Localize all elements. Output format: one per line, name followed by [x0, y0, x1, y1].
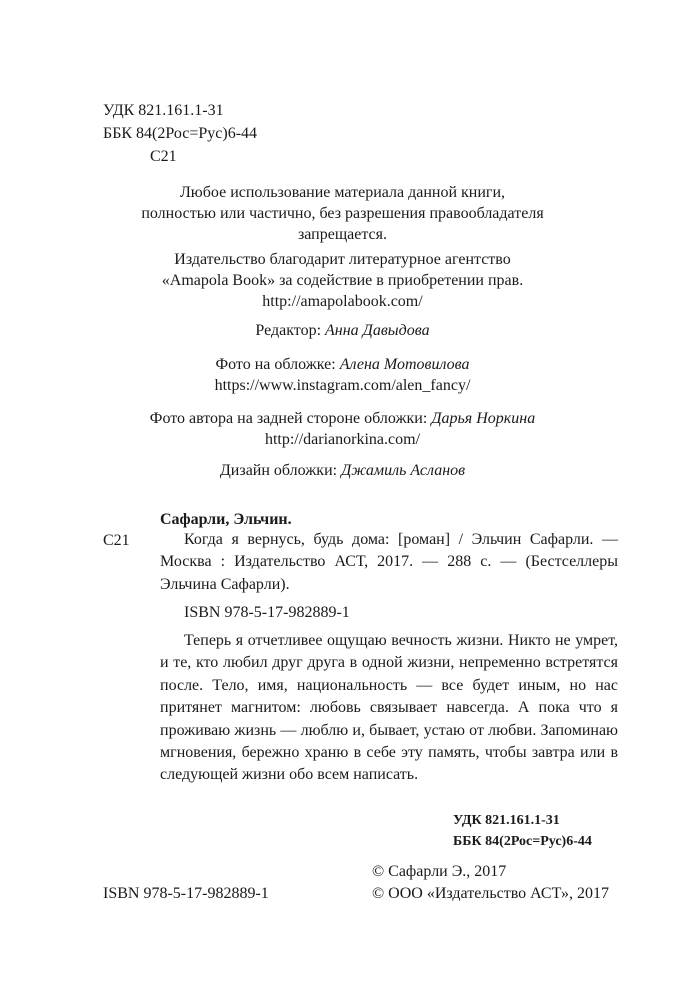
copyright-publisher: © ООО «Издательство АСТ», 2017: [372, 885, 609, 902]
cover-design-credit: [0, 461, 685, 481]
acknowledgement-line-2: «Amapola Book» за содействие в приобретении прав.: [161, 272, 524, 289]
copyright-author: © Сафарли Э., 2017: [372, 863, 507, 880]
acknowledgement-url: http://amapolabook.com/: [262, 293, 423, 310]
catalog-udk: УДК 821.161.1-31: [453, 813, 560, 828]
catalog-isbn: ISBN 978-5-17-982889-1: [184, 604, 350, 621]
catalog-author: Сафарли, Эльчин.: [160, 511, 292, 528]
notice-line-1: Любое использование материала данной книги,: [179, 184, 506, 201]
author-mark: С21: [150, 148, 177, 165]
notice-line-3: запрещается.: [297, 226, 388, 243]
catalog-entry: Когда я вернусь, будь дома: [роман] / Эльчин Сафарли. — Москва : Издательство АСТ, 2017. — 288 с. — (Бестселлеры Эльчина Сафарли).: [160, 531, 618, 593]
catalog-bbk: ББК 84(2Рос=Рус)6-44: [453, 834, 592, 849]
acknowledgement-line-1: Издательство благодарит литературное агентство: [174, 251, 511, 268]
editor-name: Анна Давыдова: [325, 322, 430, 339]
notice-line-2: полностью или частично, без разрешения правообладателя: [141, 205, 544, 222]
editor-credit: [0, 321, 685, 341]
editor-label: Редактор:: [255, 322, 322, 339]
bbk-code: ББК 84(2Рос=Рус)6-44: [103, 125, 258, 142]
design-label: Дизайн обложки:: [219, 462, 338, 479]
author-photo-url: http://darianorkina.com/: [264, 431, 421, 448]
cover-photo-label: Фото на обложке:: [215, 356, 336, 373]
author-photo-label: Фото автора на задней стороне обложки:: [149, 410, 428, 427]
catalog-mark: С21: [103, 532, 130, 549]
book-annotation: Теперь я отчетливее ощущаю вечность жизни. Никто не умрет, и те, кто любил друг друга в одной жизни, непременно встретятся после. Тело, имя, национальность — все будет иным, но нас притянет магнитом: любовь связывает навсегда. А пока что я проживаю жизнь — люблю и, бывает, устаю от любви. Запоминаю мгновения, бережно храню в себе эту память, чтобы завтра или в следующей жизни обо всем написать.: [160, 632, 618, 784]
cover-photo-url: https://www.instagram.com/alen_fancy/: [214, 377, 471, 394]
author-photo-credit: [0, 409, 685, 429]
cover-photo-name: Алена Мотовилова: [339, 356, 470, 373]
cover-photo-credit: [0, 355, 685, 375]
author-photo-name: Дарья Норкина: [431, 410, 536, 427]
design-name: Джамиль Асланов: [341, 462, 466, 479]
udk-code: УДК 821.161.1-31: [103, 102, 224, 119]
footer-isbn: ISBN 978-5-17-982889-1: [103, 885, 269, 902]
